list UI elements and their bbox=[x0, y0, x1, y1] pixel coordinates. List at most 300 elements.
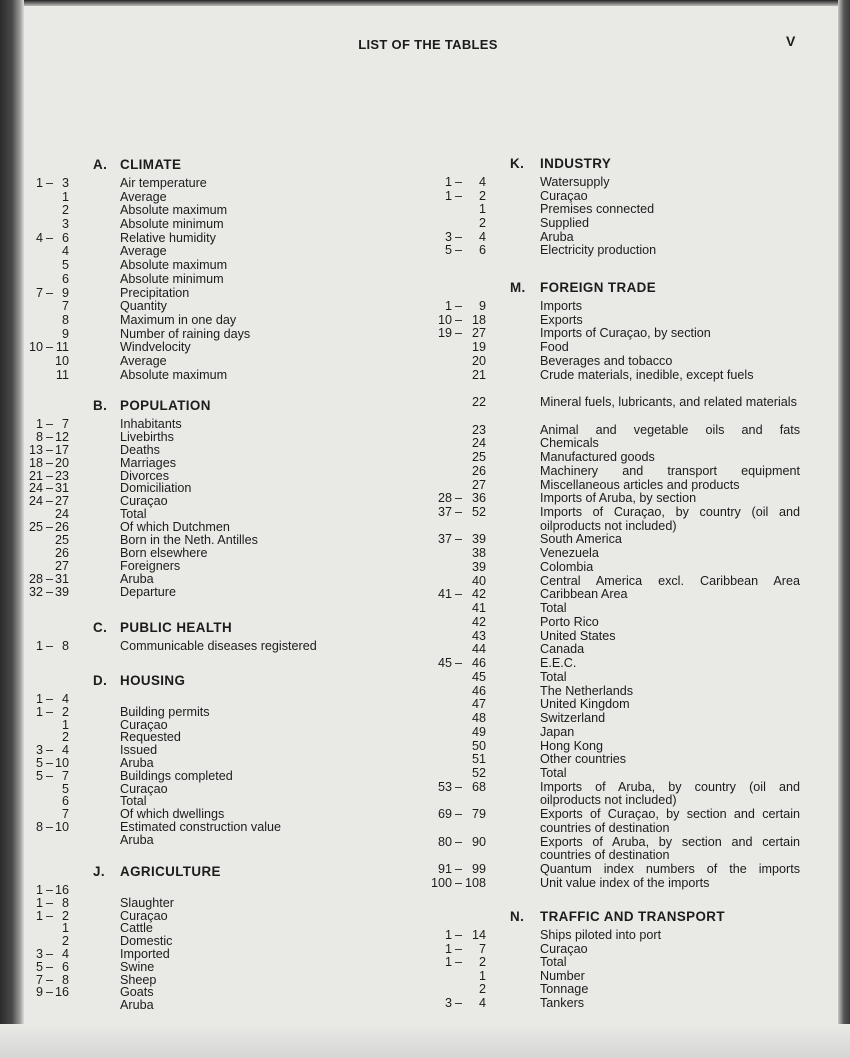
range-dash: – bbox=[455, 928, 463, 942]
section-title: CLIMATE bbox=[120, 157, 182, 172]
table-number: 52 bbox=[471, 505, 486, 520]
table-range-start: 24 bbox=[28, 494, 43, 509]
table-number: 45 bbox=[471, 669, 486, 684]
range-dash: – bbox=[46, 743, 54, 758]
table-list-item[interactable] bbox=[0, 781, 850, 808]
table-number: 52 bbox=[471, 765, 486, 780]
table-title: Number bbox=[540, 968, 585, 983]
table-title: Curaçao bbox=[120, 908, 168, 923]
table-number: 7 bbox=[61, 299, 69, 314]
table-range-start: 53 bbox=[437, 779, 452, 794]
range-dash: – bbox=[455, 312, 463, 327]
table-number: 4 bbox=[478, 175, 486, 189]
table-range-start: 1 bbox=[444, 188, 452, 203]
table-list-item[interactable] bbox=[0, 982, 850, 1000]
section-traffic-and-transport bbox=[0, 909, 850, 1011]
table-title: Hong Kong bbox=[540, 738, 604, 753]
table-number: 68 bbox=[471, 779, 486, 794]
table-title: Caribbean Area bbox=[540, 587, 628, 602]
table-list-item[interactable] bbox=[0, 997, 850, 1011]
table-list-item[interactable] bbox=[0, 424, 850, 438]
table-list-item[interactable] bbox=[0, 190, 850, 204]
table-number: 46 bbox=[471, 683, 486, 698]
table-title: Chemicals bbox=[540, 436, 599, 451]
table-range-start: 1 bbox=[444, 299, 452, 313]
table-list-item[interactable] bbox=[0, 259, 850, 273]
table-list-item[interactable] bbox=[0, 970, 850, 984]
table-list-item[interactable] bbox=[0, 643, 850, 657]
range-dash: – bbox=[455, 955, 463, 970]
table-range-start: 100 bbox=[430, 875, 452, 890]
table-list-item[interactable] bbox=[0, 314, 850, 328]
table-range-start: 1 bbox=[35, 176, 43, 190]
table-title: Canada bbox=[540, 642, 585, 657]
table-title: Miscellaneous articles and products bbox=[540, 477, 740, 492]
table-number: 8 bbox=[61, 639, 69, 653]
table-range-start: 1 bbox=[35, 417, 43, 431]
table-number: 6 bbox=[61, 794, 69, 809]
table-number: 2 bbox=[61, 203, 69, 218]
table-title: Departure bbox=[120, 584, 177, 599]
table-number: 6 bbox=[61, 271, 69, 286]
table-number: 3 bbox=[61, 176, 69, 190]
table-title: Machinery and transport equipment bbox=[540, 463, 800, 478]
table-range-start: 5 bbox=[35, 959, 43, 974]
range-dash: – bbox=[455, 532, 463, 547]
table-number: 24 bbox=[54, 507, 69, 522]
table-title: Absolute maximum bbox=[120, 367, 228, 382]
table-title: Colombia bbox=[540, 559, 594, 574]
range-dash: – bbox=[46, 442, 54, 457]
table-title: Estimated construction value bbox=[120, 819, 282, 834]
table-range-start: 32 bbox=[28, 584, 43, 599]
table-range-start: 1 bbox=[35, 895, 43, 910]
table-range-start: 7 bbox=[35, 285, 43, 300]
table-number: 38 bbox=[471, 546, 486, 561]
range-dash: – bbox=[455, 299, 463, 313]
table-title: Total bbox=[540, 601, 567, 616]
table-range-start: 8 bbox=[35, 429, 43, 444]
table-title: Absolute maximum bbox=[120, 203, 228, 218]
range-dash: – bbox=[46, 455, 54, 470]
table-range-start: 8 bbox=[35, 819, 43, 834]
table-title: Premises connected bbox=[540, 202, 655, 217]
range-dash: – bbox=[46, 494, 54, 509]
table-title: Curaçao bbox=[120, 494, 168, 509]
table-list-item[interactable] bbox=[0, 533, 850, 547]
table-number: 51 bbox=[471, 752, 486, 767]
table-range-start: 1 bbox=[444, 955, 452, 970]
table-range-start: 3 bbox=[35, 946, 43, 961]
range-dash: – bbox=[46, 468, 54, 483]
table-number: 23 bbox=[54, 468, 69, 483]
table-title: Relative humidity bbox=[120, 230, 216, 245]
section-title: POPULATION bbox=[120, 398, 211, 413]
table-range-start: 5 bbox=[444, 243, 452, 258]
table-title: Porto Rico bbox=[540, 614, 599, 629]
table-number: 7 bbox=[61, 768, 69, 783]
table-title: Total bbox=[540, 765, 567, 780]
table-list-item[interactable] bbox=[0, 808, 850, 835]
table-list-item[interactable] bbox=[0, 897, 850, 910]
range-dash: – bbox=[46, 429, 54, 444]
range-dash: – bbox=[455, 229, 463, 244]
table-range-start: 1 bbox=[35, 639, 43, 653]
table-number: 36 bbox=[471, 491, 486, 506]
table-list-item[interactable] bbox=[0, 929, 850, 943]
table-list-item[interactable] bbox=[0, 571, 850, 589]
table-number: 39 bbox=[54, 584, 69, 599]
table-number: 49 bbox=[471, 724, 486, 739]
page-number: V bbox=[786, 33, 796, 49]
table-list-item[interactable] bbox=[0, 244, 850, 258]
table-number: 23 bbox=[471, 422, 486, 437]
range-dash: – bbox=[455, 491, 463, 506]
range-dash: – bbox=[46, 959, 54, 974]
table-list-item[interactable] bbox=[0, 584, 850, 602]
table-title: Venezuela bbox=[540, 546, 599, 561]
table-number: 11 bbox=[55, 340, 69, 355]
table-number: 20 bbox=[54, 455, 69, 470]
range-dash: – bbox=[46, 176, 54, 190]
table-number: 27 bbox=[471, 326, 486, 341]
table-list-item[interactable] bbox=[0, 231, 850, 245]
table-list-item[interactable] bbox=[0, 740, 850, 754]
table-number: 4 bbox=[61, 946, 69, 961]
table-title: Communicable diseases registered bbox=[120, 639, 317, 653]
table-list-item[interactable] bbox=[0, 832, 850, 863]
table-list-item[interactable] bbox=[0, 369, 850, 396]
table-title: Aruba bbox=[120, 832, 154, 847]
table-number: 42 bbox=[471, 587, 486, 602]
page-bottom-edge bbox=[0, 1024, 850, 1058]
table-number: 79 bbox=[471, 807, 486, 822]
section-title: FOREIGN TRADE bbox=[540, 280, 657, 295]
table-number: 5 bbox=[61, 781, 69, 796]
table-number: 26 bbox=[54, 545, 69, 560]
range-dash: – bbox=[455, 188, 463, 203]
table-number: 40 bbox=[471, 573, 486, 588]
section-title: TRAFFIC AND TRANSPORT bbox=[540, 909, 725, 924]
table-range-start: 10 bbox=[437, 312, 452, 327]
table-title: Aruba bbox=[540, 229, 574, 244]
table-list-item[interactable] bbox=[0, 602, 850, 616]
table-list-item[interactable] bbox=[0, 437, 850, 451]
table-title: Japan bbox=[540, 724, 575, 739]
section-heading bbox=[0, 280, 850, 300]
table-title: Windvelocity bbox=[120, 340, 191, 355]
table-number: 47 bbox=[471, 697, 486, 712]
table-title: Precipitation bbox=[120, 285, 190, 300]
table-number: 4 bbox=[478, 229, 486, 244]
table-number: 3 bbox=[61, 217, 69, 232]
table-title: Number of raining days bbox=[120, 326, 251, 341]
table-title: Aruba bbox=[120, 755, 154, 770]
table-number: 99 bbox=[471, 862, 486, 877]
table-title: Watersupply bbox=[540, 175, 610, 189]
section-letter: J. bbox=[93, 864, 105, 879]
table-number: 2 bbox=[61, 730, 69, 745]
table-title: United States bbox=[540, 628, 616, 643]
section-title: PUBLIC HEALTH bbox=[120, 620, 233, 635]
table-title: Exports bbox=[540, 312, 583, 327]
table-number: 10 bbox=[54, 819, 69, 834]
table-title: Manufactured goods bbox=[540, 450, 655, 465]
table-number: 5 bbox=[61, 258, 69, 273]
table-list-item[interactable] bbox=[0, 712, 850, 726]
table-title: Sheep bbox=[120, 972, 157, 987]
table-title: Building permits bbox=[120, 704, 210, 719]
table-title: Switzerland bbox=[540, 711, 606, 726]
table-list-item[interactable] bbox=[0, 451, 850, 465]
table-number: 27 bbox=[54, 558, 69, 573]
table-title: Beverages and tobacco bbox=[540, 353, 673, 368]
table-range-start: 13 bbox=[28, 442, 43, 457]
table-number: 2 bbox=[478, 215, 486, 230]
table-list-item[interactable] bbox=[0, 877, 850, 891]
range-dash: – bbox=[455, 807, 463, 822]
table-number: 9 bbox=[478, 299, 486, 313]
table-range-start: 1 bbox=[35, 692, 43, 706]
table-list-item[interactable] bbox=[0, 685, 850, 699]
table-number: 10 bbox=[54, 755, 69, 770]
table-list-item[interactable] bbox=[0, 616, 850, 630]
table-title: Absolute maximum bbox=[120, 258, 228, 273]
table-title: Crude materials, inedible, except fuels bbox=[540, 367, 754, 382]
table-list-item[interactable] bbox=[0, 327, 850, 341]
table-title: United Kingdom bbox=[540, 697, 630, 712]
table-number: 44 bbox=[471, 642, 486, 657]
table-title: Swine bbox=[120, 959, 155, 974]
table-title: Maximum in one day bbox=[120, 312, 237, 327]
table-title: Divorces bbox=[120, 468, 169, 483]
table-number: 16 bbox=[54, 985, 69, 1000]
range-dash: – bbox=[46, 481, 54, 496]
table-title: Slaughter bbox=[120, 895, 174, 910]
table-number: 7 bbox=[478, 941, 486, 956]
table-number: 16 bbox=[54, 883, 69, 897]
range-dash: – bbox=[46, 340, 54, 355]
table-title: Of which Dutchmen bbox=[120, 520, 230, 535]
table-number: 8 bbox=[61, 312, 69, 327]
table-title: Domestic bbox=[120, 934, 173, 949]
table-title: Marriages bbox=[120, 455, 176, 470]
table-title: Livebirths bbox=[120, 429, 174, 444]
table-title: Aruba bbox=[120, 998, 154, 1013]
table-range-start: 37 bbox=[437, 532, 452, 547]
table-number: 27 bbox=[471, 477, 486, 492]
table-number: 1 bbox=[61, 921, 69, 936]
table-list-item[interactable] bbox=[0, 657, 850, 671]
table-title: Animal and vegetable oils and fats bbox=[540, 422, 800, 437]
table-list-item[interactable] bbox=[0, 477, 850, 496]
section-letter: N. bbox=[510, 909, 525, 924]
table-title: Curaçao bbox=[540, 188, 588, 203]
table-list-item[interactable] bbox=[0, 547, 850, 561]
table-number: 1 bbox=[478, 968, 486, 983]
table-number: 21 bbox=[471, 367, 486, 382]
table-range-start: 10 bbox=[28, 340, 43, 355]
table-number: 42 bbox=[471, 614, 486, 629]
table-list-item[interactable] bbox=[0, 217, 850, 231]
table-title: Born in the Neth. Antilles bbox=[120, 533, 258, 548]
table-title: The Netherlands bbox=[540, 683, 634, 698]
section-title: AGRICULTURE bbox=[120, 864, 221, 879]
table-title: Central America excl. Caribbean Area bbox=[540, 573, 800, 588]
table-title: Total bbox=[540, 669, 567, 684]
table-number: 7 bbox=[61, 807, 69, 822]
table-number: 50 bbox=[471, 738, 486, 753]
section-industry bbox=[0, 156, 850, 258]
table-range-start: 5 bbox=[35, 755, 43, 770]
table-list-item[interactable] bbox=[0, 558, 850, 575]
table-number: 19 bbox=[471, 340, 486, 355]
table-title: Quantity bbox=[120, 299, 167, 314]
table-number: 39 bbox=[471, 559, 486, 574]
table-range-start: 45 bbox=[437, 656, 452, 671]
range-dash: – bbox=[455, 995, 463, 1010]
table-title: Mineral fuels, lubricants, and related materials bbox=[540, 395, 797, 410]
table-number: 6 bbox=[61, 959, 69, 974]
table-title: Exports of Curaçao, by section and certain countries of destination bbox=[540, 807, 800, 835]
range-dash: – bbox=[46, 946, 54, 961]
table-title: Tankers bbox=[540, 995, 585, 1010]
table-number: 46 bbox=[471, 656, 486, 671]
table-range-start: 3 bbox=[444, 229, 452, 244]
range-dash: – bbox=[46, 755, 54, 770]
section-letter: M. bbox=[510, 280, 526, 295]
table-range-start: 1 bbox=[444, 941, 452, 956]
table-range-start: 7 bbox=[35, 972, 43, 987]
table-number: 27 bbox=[54, 494, 69, 509]
table-number: 1 bbox=[478, 202, 486, 217]
table-title: Tonnage bbox=[540, 982, 589, 997]
table-list-item[interactable] bbox=[0, 956, 850, 970]
range-dash: – bbox=[46, 883, 54, 897]
table-list-item[interactable] bbox=[0, 355, 850, 369]
table-number: 18 bbox=[471, 312, 486, 327]
table-number: 10 bbox=[54, 353, 69, 368]
table-title: Supplied bbox=[540, 215, 590, 230]
range-dash: – bbox=[455, 862, 463, 877]
table-number: 11 bbox=[55, 367, 69, 382]
table-title: Foreigners bbox=[120, 558, 181, 573]
table-title: Exports of Aruba, by section and certain countries of destination bbox=[540, 834, 800, 863]
page-title: LIST OF THE TABLES bbox=[358, 37, 498, 52]
table-list-item[interactable] bbox=[0, 726, 850, 740]
table-title: Aruba bbox=[120, 571, 154, 586]
section-letter: D. bbox=[93, 673, 108, 688]
table-number: 2 bbox=[61, 934, 69, 949]
table-list-item[interactable] bbox=[0, 465, 850, 479]
table-list-item[interactable] bbox=[0, 396, 850, 423]
range-dash: – bbox=[46, 768, 54, 783]
table-list-item[interactable] bbox=[0, 698, 850, 712]
table-title: Curaçao bbox=[120, 717, 168, 732]
table-title: Average bbox=[120, 353, 167, 368]
table-list-item[interactable] bbox=[0, 203, 850, 217]
table-list-item[interactable] bbox=[0, 491, 850, 509]
range-dash: – bbox=[46, 692, 54, 706]
table-number: 4 bbox=[61, 743, 69, 758]
table-list-item[interactable] bbox=[0, 630, 850, 644]
table-list-item[interactable] bbox=[0, 753, 850, 767]
range-dash: – bbox=[455, 587, 463, 602]
table-number: 2 bbox=[61, 908, 69, 923]
table-title: Air temperature bbox=[120, 176, 207, 190]
table-range-start: 18 bbox=[28, 455, 43, 470]
table-number: 2 bbox=[478, 955, 486, 970]
table-range-start: 1 bbox=[444, 928, 452, 942]
table-number: 4 bbox=[478, 995, 486, 1010]
table-range-start: 91 bbox=[437, 862, 452, 877]
range-dash: – bbox=[46, 520, 54, 535]
range-dash: – bbox=[46, 285, 54, 300]
table-range-start: 21 bbox=[28, 468, 43, 483]
section-letter: C. bbox=[93, 620, 108, 635]
table-title: Born elsewhere bbox=[120, 545, 208, 560]
table-title: Total bbox=[540, 955, 567, 970]
table-title: Electricity production bbox=[540, 243, 657, 258]
table-title: Curaçao bbox=[120, 781, 168, 796]
table-list-item[interactable] bbox=[0, 671, 850, 685]
range-dash: – bbox=[46, 230, 54, 245]
section-letter: B. bbox=[93, 398, 108, 413]
range-dash: – bbox=[455, 834, 463, 849]
table-title: Imports of Curaçao, by section bbox=[540, 326, 711, 341]
table-number: 2 bbox=[61, 704, 69, 719]
table-number: 8 bbox=[61, 895, 69, 910]
table-list-item[interactable] bbox=[0, 767, 850, 781]
table-title: Unit value index of the imports bbox=[540, 875, 710, 890]
table-title: Of which dwellings bbox=[120, 807, 225, 822]
table-title: Average bbox=[120, 189, 167, 204]
table-title: Goats bbox=[120, 985, 154, 1000]
section-title: INDUSTRY bbox=[540, 156, 612, 171]
table-title: Inhabitants bbox=[120, 417, 182, 431]
table-list-item[interactable] bbox=[0, 176, 850, 190]
table-title: Food bbox=[540, 340, 569, 355]
range-dash: – bbox=[46, 895, 54, 910]
section-letter: A. bbox=[93, 157, 108, 172]
table-list-item[interactable] bbox=[0, 506, 850, 533]
table-list-item[interactable] bbox=[0, 341, 850, 355]
table-number: 4 bbox=[61, 244, 69, 259]
range-dash: – bbox=[455, 175, 463, 189]
range-dash: – bbox=[455, 326, 463, 341]
range-dash: – bbox=[46, 571, 54, 586]
table-range-start: 69 bbox=[437, 807, 452, 822]
table-number: 2 bbox=[478, 982, 486, 997]
table-title: South America bbox=[540, 532, 622, 547]
table-list-item[interactable] bbox=[0, 863, 850, 877]
table-range-start: 4 bbox=[35, 230, 43, 245]
table-number: 39 bbox=[471, 532, 486, 547]
table-list-item[interactable] bbox=[0, 300, 850, 314]
table-range-start: 1 bbox=[35, 908, 43, 923]
table-number: 20 bbox=[471, 353, 486, 368]
section-foreign-trade bbox=[0, 280, 850, 891]
table-title: Issued bbox=[120, 743, 158, 758]
table-number: 17 bbox=[54, 442, 69, 457]
table-title: Imported bbox=[120, 946, 170, 961]
table-list-item[interactable] bbox=[0, 943, 850, 957]
table-range-start: 24 bbox=[28, 481, 43, 496]
table-number: 14 bbox=[471, 928, 486, 942]
table-title: Imports of Aruba, by section bbox=[540, 491, 697, 506]
section-letter: K. bbox=[510, 156, 525, 171]
range-dash: – bbox=[46, 639, 54, 653]
